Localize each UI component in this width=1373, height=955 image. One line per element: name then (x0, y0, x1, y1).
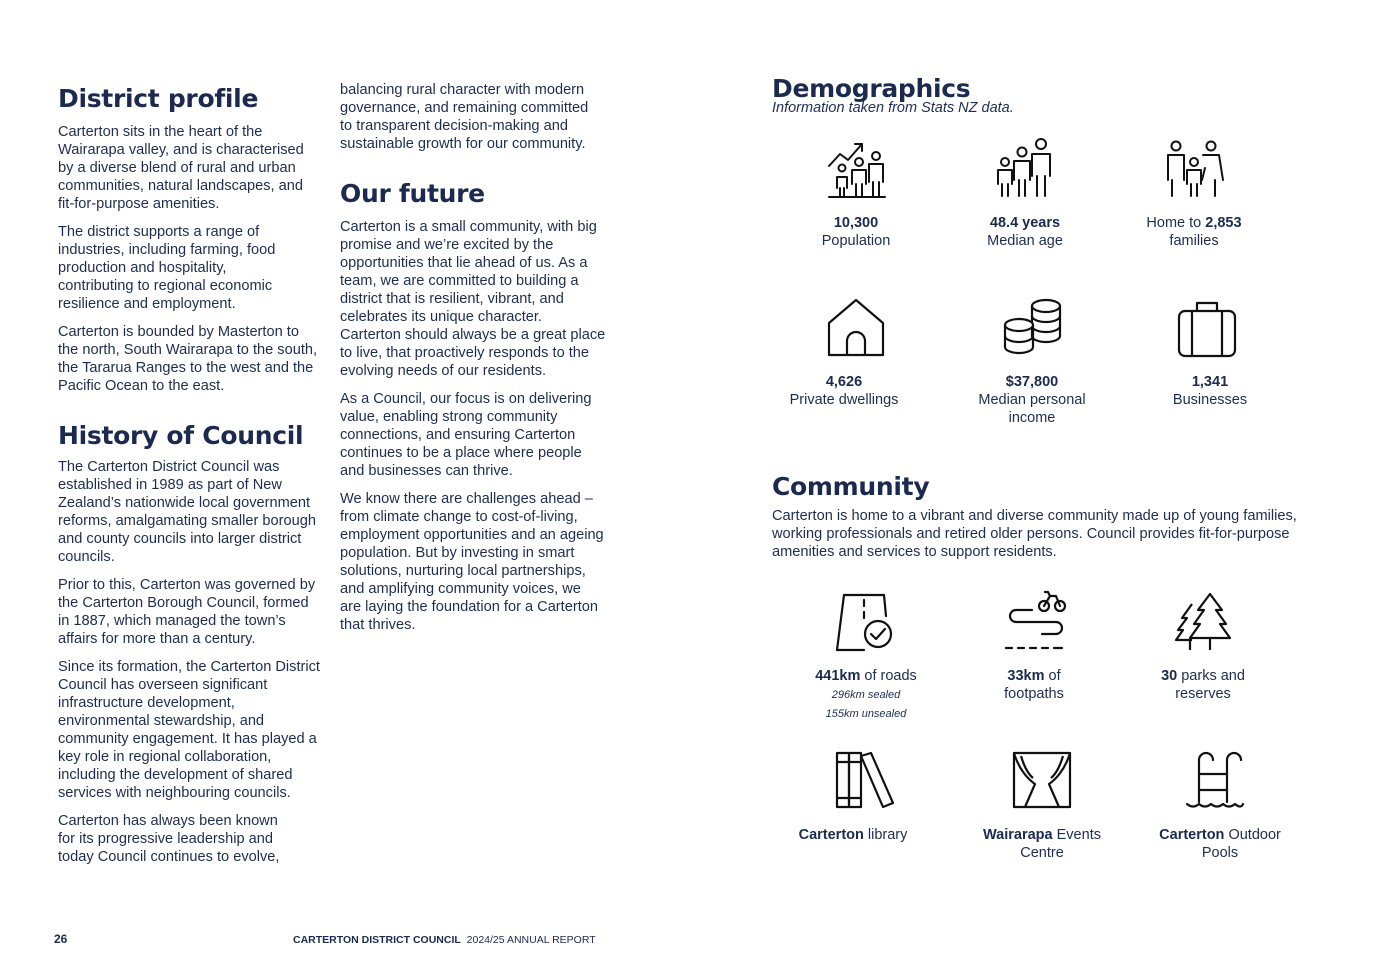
families-stat (1124, 214, 1264, 250)
businesses-value: 1,341 (1191, 374, 1229, 390)
families-prefix: Home to (1146, 215, 1206, 231)
district-profile-p2: The district supports a range of industries, including farming, food production and hospitality, contributing to regional economic resilience and employment. (58, 224, 276, 312)
pools-line2: Pools (1201, 845, 1239, 861)
community-intro: Carterton is home to a vibrant and diverse community made up of young families, working professionals and retired older persons. Council provides fit-for-purpose amenities and services to support residents. (772, 508, 1297, 560)
pools-suffix: Outdoor (1224, 827, 1281, 843)
parks-suffix: parks and (1177, 668, 1245, 684)
footpaths-line2: footpaths (1004, 686, 1064, 702)
footpaths-suffix: of (1044, 668, 1061, 684)
pool-ladder-icon (1185, 750, 1247, 812)
median-age-stat (965, 214, 1085, 250)
roads-value: 441km (815, 668, 861, 684)
families-value: 2,853 (1205, 215, 1242, 231)
roads-stat (800, 667, 932, 723)
parks-value: 30 (1161, 668, 1178, 684)
district-profile-heading: District profile (58, 84, 259, 113)
dwellings-stat (774, 373, 914, 409)
footpaths-value: 33km (1007, 668, 1045, 684)
future-p3: We know there are challenges ahead – from climate change to cost-of-living, employment opportunities and an ageing population. But by investing in smart solutions, nurturing local partnerships, and amplifying community voices, we are laying the foundation for a Carterton that thrives. (340, 491, 604, 633)
theatre-curtain-icon (1011, 750, 1073, 810)
people-age-icon (994, 136, 1056, 200)
history-heading: History of Council (58, 421, 304, 450)
footer-org: CARTERTON DISTRICT COUNCIL (293, 934, 461, 946)
future-p1: Carterton is a small community, with big promise and we’re excited by the opportunities that lie ahead of us. As a team, we are committed to building a district that is resilient, vibrant, and celebrates its unique character. Carterton should always be a great place to live, that proactively responds to the evolving needs of our residents. (340, 219, 606, 379)
families-label: families (1169, 233, 1219, 249)
roads-suffix: of roads (860, 668, 917, 684)
trees-icon (1174, 590, 1234, 652)
income-value: $37,800 (1005, 374, 1059, 390)
footpaths-stat (984, 667, 1084, 703)
library-suffix: library (863, 827, 908, 843)
road-icon (834, 592, 896, 652)
column-1 (58, 84, 323, 876)
median-age-value: 48.4 years (989, 215, 1061, 231)
parks-line2: reserves (1175, 686, 1231, 702)
family-icon (1164, 140, 1226, 198)
income-label-2: income (1008, 410, 1056, 426)
community-heading: Community (772, 472, 930, 501)
dwellings-label: Private dwellings (789, 392, 899, 408)
briefcase-icon (1177, 299, 1237, 359)
history-p1: The Carterton District Council was established in 1989 as part of New Zealand’s nationwide local government reforms, amalgamating smaller borough and county councils into larger district councils. (58, 459, 316, 565)
history-p2: Prior to this, Carterton was governed by the Carterton Borough Council, formed in 1887, which managed the town’s affairs for more than a century. (58, 577, 316, 647)
median-age-label: Median age (987, 233, 1063, 249)
dwellings-value: 4,626 (825, 374, 863, 390)
library-stat (783, 826, 923, 844)
income-label-1: Median personal (978, 392, 1086, 408)
demographics-heading: Demographics (772, 74, 971, 103)
books-icon (834, 750, 896, 810)
demographics-header (772, 74, 1272, 116)
roads-unsealed: 155km unsealed (825, 708, 907, 720)
businesses-label: Businesses (1172, 392, 1248, 408)
population-value: 10,300 (833, 215, 879, 231)
history-p3: Since its formation, the Carterton District Council has overseen significant infrastructure development, environmental stewardship, and community engagement. It has played a key role in regional collaboration, including the development of shared services with neighbouring councils. (58, 659, 320, 801)
businesses-stat (1150, 373, 1270, 409)
population-growth-icon (826, 138, 888, 200)
future-heading: Our future (340, 179, 485, 208)
footer-title (293, 934, 596, 946)
population-stat (796, 214, 916, 250)
future-p2: As a Council, our focus is on delivering value, enabling strong community connections, and ensuring Carterton continues to be a place where people and businesses can thrive. (340, 391, 592, 479)
parks-stat (1143, 667, 1263, 703)
events-line2: Centre (1020, 845, 1064, 861)
income-stat (962, 373, 1102, 427)
history-p5: balancing rural character with modern governance, and remaining committed to transparent decision-making and sustainable growth for our community. (340, 82, 589, 152)
events-stat (968, 826, 1116, 862)
district-profile-p3: Carterton is bounded by Masterton to the north, South Wairarapa to the south, the Tararua Ranges to the west and the Pacific Ocean to the east. (58, 324, 318, 394)
demographics-subtitle: Information taken from Stats NZ data. (772, 100, 1014, 116)
pools-bold: Carterton (1159, 827, 1225, 843)
house-icon (826, 297, 886, 357)
community-section (772, 472, 1312, 571)
page-number: 26 (54, 932, 68, 946)
events-suffix: Events (1052, 827, 1101, 843)
district-profile-p1: Carterton sits in the heart of the Wairarapa valley, and is characterised by a diverse blend of rural and urban communities, natural landscapes, and fit-for-purpose amenities. (58, 124, 304, 212)
pools-stat (1146, 826, 1294, 862)
column-2 (340, 81, 606, 644)
roads-sealed: 296km sealed (831, 689, 901, 701)
events-bold: Wairarapa (983, 827, 1053, 843)
population-label: Population (821, 233, 891, 249)
footpath-bike-icon (1002, 588, 1068, 652)
history-p4: Carterton has always been known for its progressive leadership and today Council continues to evolve, (58, 813, 280, 865)
footer-report: 2024/25 ANNUAL REPORT (466, 934, 596, 946)
coins-icon (1002, 297, 1064, 357)
library-bold: Carterton (798, 827, 864, 843)
